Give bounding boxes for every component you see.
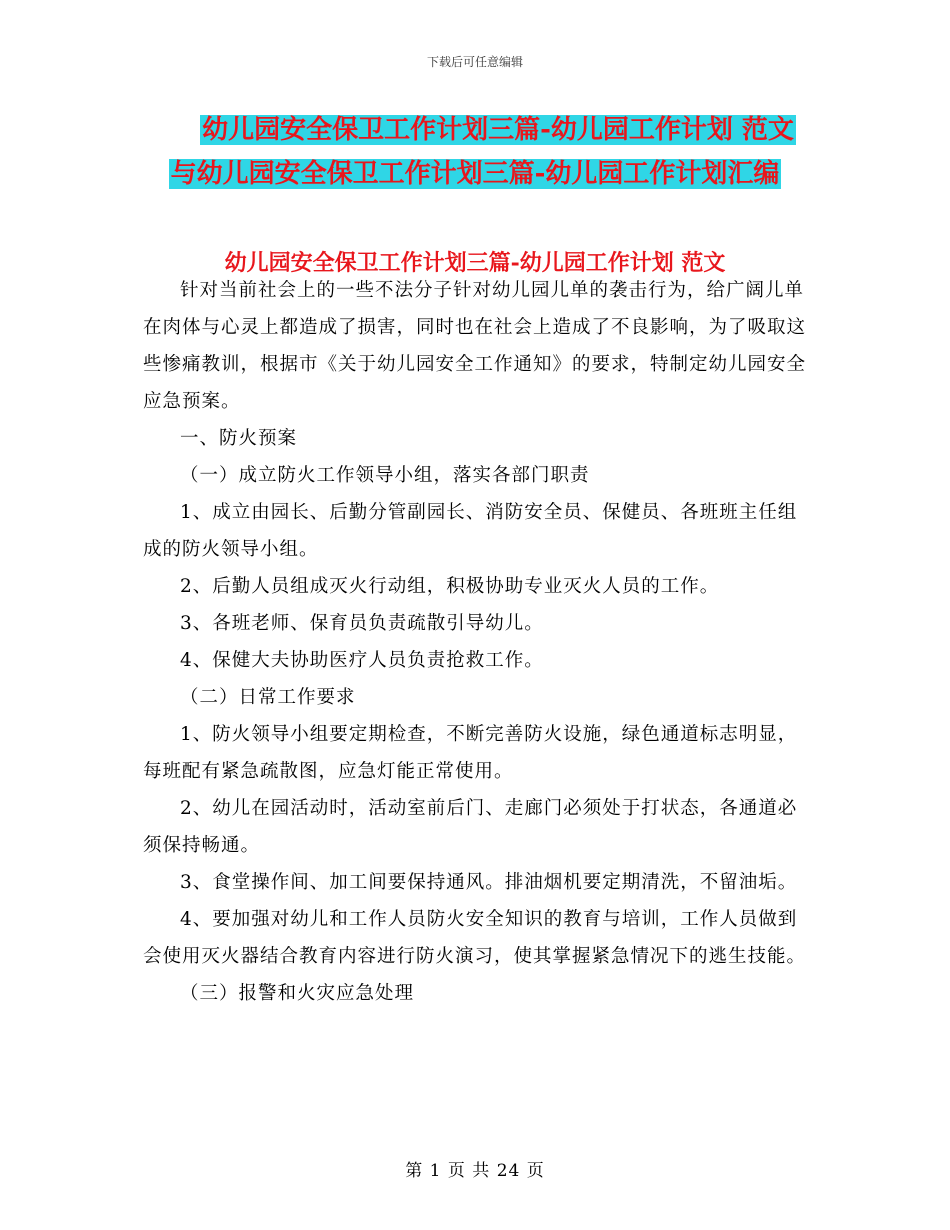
list-item: 1、防火领导小组要定期检查，不断完善防火设施，绿色通道标志明显，每班配有紧急疏散图，应急灯能正常使用。 <box>143 724 798 782</box>
document-body <box>143 272 808 1012</box>
section-title: 幼儿园安全保卫工作计划三篇-幼儿园工作计划 范文 <box>224 250 726 276</box>
subheading-2: （二）日常工作要求 <box>180 687 356 708</box>
list-item: 3、食堂操作间、加工间要保持通风。排油烟机要定期清洗，不留油垢。 <box>180 872 798 893</box>
paragraph-intro: 针对当前社会上的一些不法分子针对幼儿园儿单的袭击行为，给广阔儿单在肉体与心灵上都造成了损害，同时也在社会上造成了不良影响，为了吸取这些惨痛教训，根据市《关于幼儿园安全工作通知》的要求，特制定幼儿园安全应急预案。 <box>143 280 807 412</box>
subheading-3: （三）报警和火灾应急处理 <box>180 983 415 1004</box>
list-item: 2、幼儿在园活动时，活动室前后门、走廊门必须处于打状态，各通道必须保持畅通。 <box>143 798 798 856</box>
subheading-1: （一）成立防火工作领导小组，落实各部门职责 <box>180 465 590 486</box>
page-footer: 第 1 页 共 24 页 <box>405 1161 545 1181</box>
list-item: 1、成立由园长、后勤分管副园长、消防安全员、保健员、各班班主任组成的防火领导小组。 <box>143 502 798 560</box>
header-note: 下载后可任意编辑 <box>426 55 523 69</box>
heading-fire-plan: 一、防火预案 <box>180 428 298 449</box>
main-title-line-1: 幼儿园安全保卫工作计划三篇-幼儿园工作计划 范文 <box>202 115 794 145</box>
main-title-line-2: 与幼儿园安全保卫工作计划三篇-幼儿园工作计划汇编 <box>170 159 780 189</box>
list-item: 2、后勤人员组成灭火行动组，积极协助专业灭火人员的工作。 <box>180 576 720 597</box>
list-item: 3、各班老师、保育员负责疏散引导幼儿。 <box>180 613 544 634</box>
list-item: 4、要加强对幼儿和工作人员防火安全知识的教育与培训，工作人员做到会使用灭火器结合教育内容进行防火演习，使其掌握紧急情况下的逃生技能。 <box>143 909 807 967</box>
main-title <box>0 108 950 196</box>
list-item: 4、保健大夫协助医疗人员负责抢救工作。 <box>180 650 544 671</box>
